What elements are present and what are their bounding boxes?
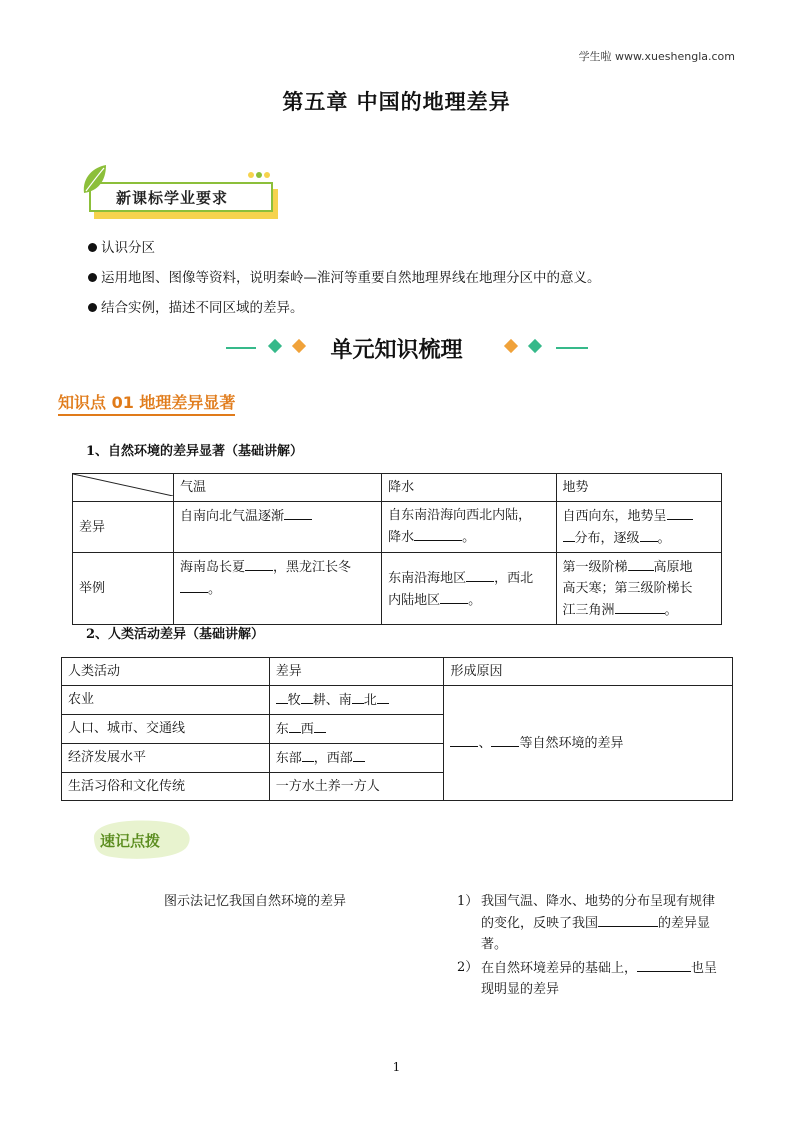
- title-ornament-right: [496, 338, 592, 358]
- answer-blank[interactable]: [352, 689, 364, 704]
- page-title: 第五章 中国的地理差异: [282, 89, 511, 114]
- header-activity: 人类活动: [62, 658, 270, 686]
- agriculture-difference-cell: 牧 耕、南 北: [269, 686, 444, 715]
- human-activity-table: [61, 657, 733, 801]
- answer-blank[interactable]: [276, 689, 288, 704]
- answer-blank[interactable]: [450, 732, 478, 747]
- answer-blank[interactable]: [414, 526, 462, 541]
- temperature-difference-cell: 自南向北气温逐渐: [174, 502, 382, 553]
- economy-difference-cell: 东部 ，西部: [269, 744, 444, 773]
- terrain-difference-cell: 自西向东，地势呈 分布，逐级 。: [556, 502, 721, 553]
- answer-blank[interactable]: [440, 589, 468, 604]
- requirements-badge: [80, 163, 280, 221]
- answer-blank[interactable]: [563, 527, 575, 542]
- activity-culture: 生活习俗和文化传统: [62, 773, 270, 801]
- activity-population: 人口、城市、交通线: [62, 715, 270, 744]
- answer-blank[interactable]: [466, 567, 494, 582]
- answer-blank[interactable]: [284, 505, 312, 520]
- quick-tip-label: 速记点拨: [100, 832, 161, 850]
- answer-blank[interactable]: [245, 556, 273, 571]
- requirement-item: 运用地图、图像等资料，说明秦岭—淮河等重要自然地理界线在地理分区中的意义。: [88, 266, 601, 286]
- activity-economy: 经济发展水平: [62, 744, 270, 773]
- quick-tip-badge: [86, 815, 196, 863]
- row-label-difference: 差异: [73, 502, 174, 553]
- header-terrain: 地势: [556, 474, 721, 502]
- precipitation-example-cell: 东南沿海地区 ，西北 内陆地区 。: [382, 553, 556, 625]
- answer-blank[interactable]: [628, 556, 654, 571]
- answer-blank[interactable]: [640, 527, 658, 542]
- answer-blank[interactable]: [598, 912, 658, 927]
- answer-blank[interactable]: [615, 599, 665, 614]
- row-label-example: 举例: [73, 553, 174, 625]
- answer-blank[interactable]: [491, 732, 519, 747]
- culture-difference-cell: 一方水土养一方人: [269, 773, 444, 801]
- answer-blank[interactable]: [302, 747, 314, 762]
- section2-heading: 2、人类活动差异（基础讲解）: [86, 627, 265, 642]
- precipitation-difference-cell: 自东南沿海向西北内陆， 降水 。: [382, 502, 556, 553]
- header-reason: 形成原因: [444, 658, 733, 686]
- header-temperature: 气温: [174, 474, 382, 502]
- diagonal-header-cell: [73, 474, 174, 502]
- header-difference: 差异: [269, 658, 444, 686]
- tip-item-1: 1） 我国气温、降水、地势的分布呈现有规律 的变化，反映了我国 的差异显 著。: [457, 894, 716, 952]
- activity-agriculture: 农业: [62, 686, 270, 715]
- section1-heading: 1、自然环境的差异显著（基础讲解）: [86, 444, 304, 459]
- tip-item-2: 2） 在自然环境差异的基础上， 也呈 现明显的差异: [457, 957, 747, 1000]
- header-precipitation: 降水: [382, 474, 556, 502]
- answer-blank[interactable]: [289, 718, 301, 733]
- natural-environment-table: [72, 473, 722, 625]
- temperature-example-cell: 海南岛长夏 ，黑龙江长冬 。: [174, 553, 382, 625]
- memory-diagram-title: 图示法记忆我国自然环境的差异: [164, 894, 347, 909]
- answer-blank[interactable]: [353, 747, 365, 762]
- answer-blank[interactable]: [180, 578, 208, 593]
- answer-blank[interactable]: [667, 505, 693, 520]
- population-difference-cell: 东 西: [269, 715, 444, 744]
- requirement-item: 认识分区: [88, 236, 155, 256]
- knowledge-point-title: 知识点 01 地理差异显著: [58, 390, 235, 416]
- answer-blank[interactable]: [301, 689, 313, 704]
- requirements-badge-label: 新课标学业要求: [116, 189, 229, 207]
- answer-blank[interactable]: [314, 718, 326, 733]
- answer-blank[interactable]: [377, 689, 389, 704]
- unit-title: 单元知识梳理: [330, 338, 463, 363]
- reason-cell: 、 等自然环境的差异: [444, 686, 733, 801]
- answer-blank[interactable]: [637, 957, 691, 972]
- page-number: 1: [392, 1060, 401, 1074]
- requirement-item: 结合实例，描述不同区域的差异。: [88, 296, 304, 316]
- terrain-example-cell: 第一级阶梯 高原地 高天寒；第三级阶梯长 江三角洲 。: [556, 553, 721, 625]
- site-header: 学生啦 www.xueshengla.com: [578, 50, 735, 63]
